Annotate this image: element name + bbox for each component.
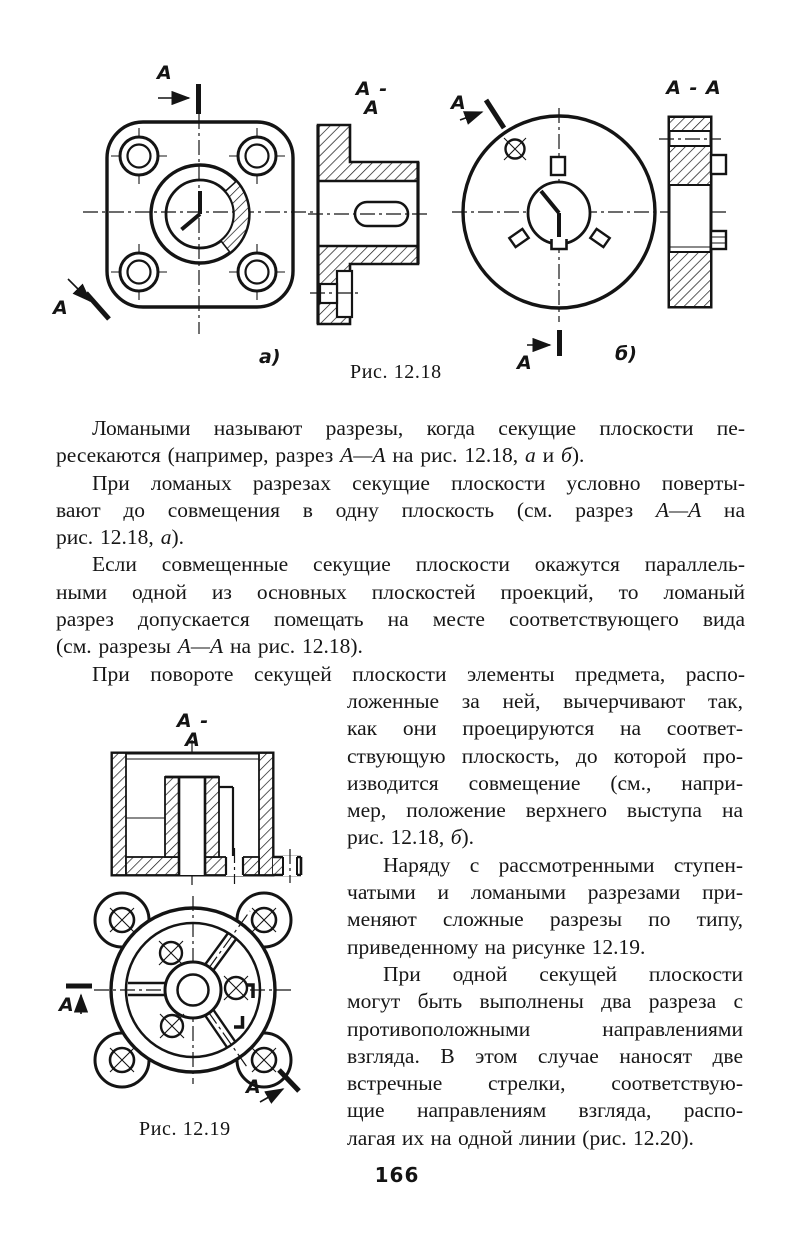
text-segment: вают до совмещения в одну плоскость (см. разрез (56, 497, 656, 522)
text-segment-italic: а (160, 525, 172, 550)
text-segment: Наряду с рассмотренными ступен- (383, 852, 743, 877)
text-line (56, 606, 745, 633)
section-title-a: А - А (355, 78, 389, 119)
text-segment: на (701, 497, 745, 522)
text-segment-italic: А—А (177, 634, 224, 659)
text-segment: встречные стрелки, соответствую- (347, 1071, 743, 1096)
text-segment: разрез допускается помещать на месте соответствующего вида (56, 607, 745, 632)
text-line (56, 415, 745, 442)
text-segment: мер, положение верхнего выступа на (347, 798, 743, 823)
section-letter-b2: А (517, 352, 532, 374)
text-segment: Ломаными называют разрезы, когда секущие плоскости пе- (92, 416, 745, 440)
text-line (347, 1097, 743, 1124)
text-line (56, 442, 745, 469)
text-segment: щие направлениям взгляда, распо- (347, 1098, 743, 1123)
text-line (56, 579, 745, 606)
text-line (347, 715, 743, 742)
text-segment: и (535, 443, 562, 468)
text-line (347, 688, 743, 715)
text-segment: могут быть выполнены два разреза с (347, 989, 743, 1014)
text-segment: ). (571, 443, 585, 468)
text-line (56, 524, 745, 551)
section-title-b: А - А (666, 77, 722, 99)
figure-12-18-caption: Рис. 12.18 (350, 361, 442, 383)
text-line (56, 470, 745, 497)
text-line (347, 961, 743, 988)
view-label-a: а) (259, 346, 281, 368)
section-letter-1219-bottom: А (246, 1076, 261, 1098)
text-line (56, 497, 745, 524)
text-segment: приведенному на рисунке 12.19. (347, 934, 646, 959)
text-segment-italic: а (525, 443, 536, 468)
text-segment: меняют сложные разрезы по типу, (347, 907, 743, 932)
text-line (347, 1070, 743, 1097)
text-segment: Если совмещенные секущие плоскости окажутся параллель- (92, 552, 745, 577)
text-segment: рис. 12.18, (347, 825, 451, 850)
text-segment: ). (171, 525, 184, 550)
text-segment: (см. разрезы (56, 634, 178, 659)
text-segment: противоположными направлениями (347, 1016, 743, 1041)
text-line (347, 743, 743, 770)
text-line (347, 988, 743, 1015)
text-line (56, 661, 745, 688)
text-segment: лагая их на одной линии (рис. 12.20). (347, 1125, 694, 1150)
section-letter-a2: А (53, 297, 68, 319)
text-line (347, 1016, 743, 1043)
text-segment: на рис. 12.18). (223, 634, 363, 659)
text-segment: как они проецируются на соответ- (347, 716, 743, 741)
text-segment: взгляда. В этом случае наносят две (347, 1043, 743, 1068)
text-line (347, 770, 743, 797)
text-line (56, 633, 745, 660)
text-segment: рис. 12.18, (56, 525, 161, 550)
text-column-main (56, 415, 745, 688)
text-segment: на рис. 12.18, (385, 443, 526, 468)
text-segment: ). (461, 825, 475, 850)
text-segment-italic: б (450, 825, 462, 850)
view-label-b: б) (615, 343, 637, 365)
text-segment: При ломаных разрезах секущие плоскости условно поверты- (92, 470, 745, 495)
text-segment: При одной секущей плоскости (383, 961, 743, 986)
text-segment: изводится совмещение (см., напри- (347, 770, 743, 795)
text-line (347, 1043, 743, 1070)
figure-12-19-drawing (40, 700, 320, 1120)
text-line (56, 551, 745, 578)
text-segment: чатыми и ломаными разрезами при- (347, 880, 743, 905)
text-line (347, 906, 743, 933)
text-segment: При повороте секущей плоскости элементы предмета, распо- (92, 661, 745, 686)
text-line (347, 934, 743, 961)
section-letter-1219-left: А (59, 994, 74, 1016)
text-line (347, 879, 743, 906)
figure-12-19-caption: Рис. 12.19 (139, 1118, 231, 1140)
text-line (347, 852, 743, 879)
text-segment-italic: А—А (655, 497, 702, 522)
text-segment: ложенные за ней, вычерчивают так, (347, 689, 743, 713)
text-column-right (347, 688, 743, 1152)
text-segment-italic: А—А (340, 443, 386, 468)
text-line (347, 1125, 743, 1152)
text-segment: ствующую плоскость, до которой про- (347, 743, 743, 768)
text-segment: ресекаются (например, разрез (56, 443, 341, 468)
section-letter-b1: А (451, 92, 466, 114)
text-segment-italic: б (561, 443, 572, 468)
text-segment: ными одной из основных плоскостей проекций, то ломаный (56, 579, 745, 604)
page-number: 166 (374, 1163, 420, 1187)
text-line (347, 824, 743, 851)
text-line (347, 797, 743, 824)
section-letter-a1: А (157, 62, 172, 84)
section-title-1219: А - А (176, 710, 210, 751)
